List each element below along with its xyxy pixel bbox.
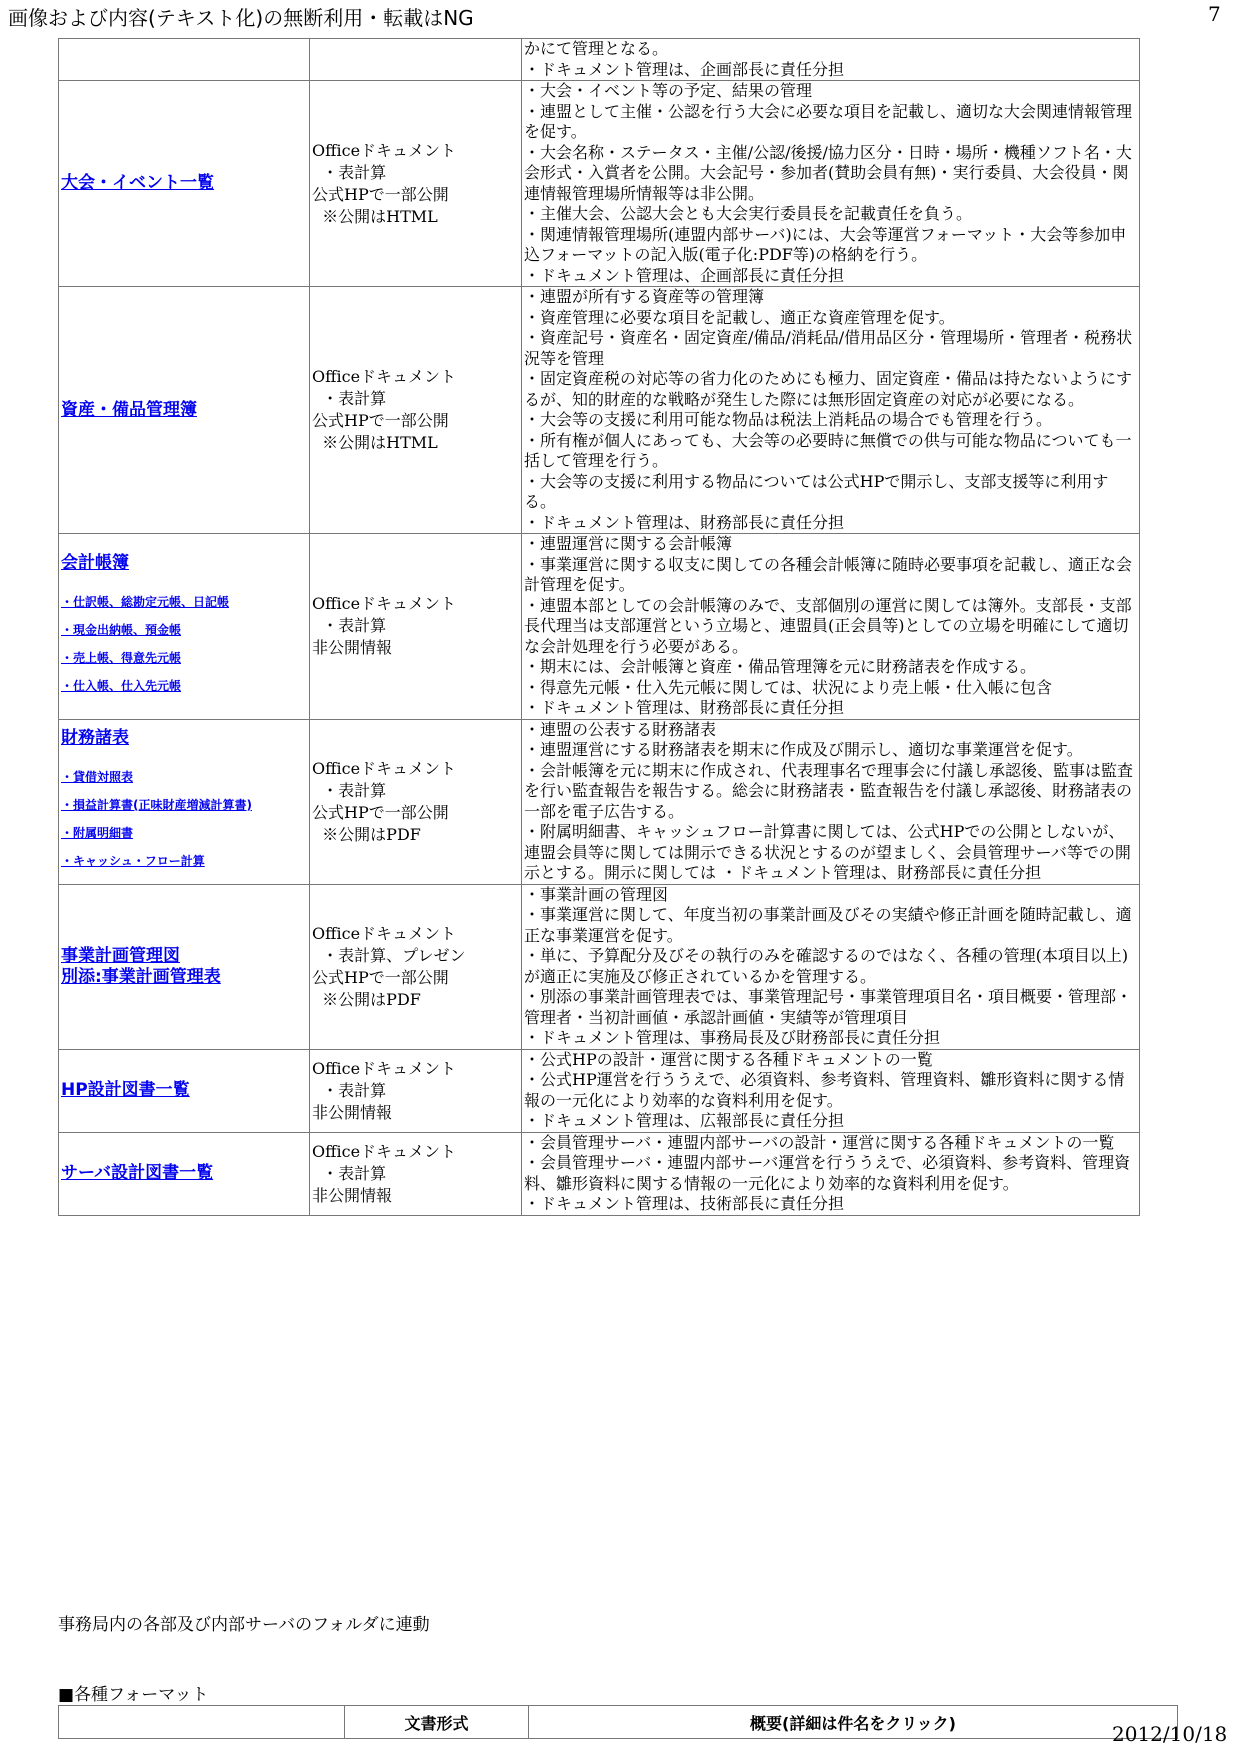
document-description-cell <box>522 719 1140 884</box>
format-line: Officeドキュメント <box>312 758 457 778</box>
format-line: ・表計算 <box>312 1163 387 1183</box>
description-line: ・大会名称・ステータス・主催/公認/後援/協力区分・日時・場所・機種ソフト名・大会形式・入賞者を公開。大会記号・参加者(賛助会員有無)・実行委員、大会役員・関連情報管理場所情報等は非公開。 <box>524 142 1132 203</box>
format-line: ・表計算 <box>312 616 387 636</box>
document-description-cell <box>522 534 1140 720</box>
sub-document-link[interactable]: ・損益計算書(正味財産増減計算書) <box>61 797 252 812</box>
format-line: Officeドキュメント <box>312 1058 457 1078</box>
format-line: 非公開情報 <box>312 638 393 658</box>
sub-document-link[interactable]: ・仕入帳、仕入先元帳 <box>61 678 182 693</box>
document-format-cell <box>310 81 522 287</box>
document-title-cell <box>59 39 310 81</box>
document-title-cell <box>59 287 310 534</box>
description-line: ・ドキュメント管理は、企画部長に責任分担 <box>524 59 845 79</box>
page-number: 7 <box>1208 2 1221 26</box>
format-line: ・表計算 <box>312 162 387 182</box>
document-title-link[interactable]: HP設計図書一覧 <box>61 1080 190 1101</box>
description-line: ・得意先元帳・仕入先元帳に関しては、状況により売上帳・仕入帳に包含 <box>524 677 1053 697</box>
document-title-cell <box>59 719 310 884</box>
document-title-link[interactable]: サーバ設計図書一覧 <box>61 1163 214 1184</box>
description-line: ・固定資産税の対応等の省力化のためにも極力、固定資産・備品は持たないようにするが、知的財産的な戦略が発生した際には無形固定資産の対応が必要になる。 <box>524 369 1133 409</box>
description-line: ・単に、予算配分及びその執行のみを確認するのではなく、各種の管理(本項目以上)が適正に実施及び修正されているかを管理する。 <box>524 946 1129 986</box>
description-line: ・所有権が個人にあっても、大会等の必要時に無償での供与可能な物品についても一括して管理を行う。 <box>524 430 1132 470</box>
document-format-cell <box>310 287 522 534</box>
document-title-cell <box>59 1049 310 1132</box>
document-format-cell <box>310 1049 522 1132</box>
format-line: ・表計算 <box>312 780 387 800</box>
description-line: ・連盟が所有する資産等の管理簿 <box>524 287 765 306</box>
document-title-link[interactable]: 事業計画管理図 <box>61 946 180 966</box>
description-line: ・事業計画の管理図 <box>524 884 669 904</box>
format-line: ・表計算、プレゼン <box>312 945 466 965</box>
table-row <box>59 287 1140 534</box>
format-header-col1 <box>59 1706 345 1739</box>
description-line: ・事業運営に関する収支に関しての各種会計帳簿に随時必要事項を記載し、適正な会計管理を促す。 <box>524 554 1133 594</box>
document-format-cell <box>310 534 522 720</box>
sub-document-link[interactable]: ・キャッシュ・フロー計算 <box>61 853 205 868</box>
description-line: ・ドキュメント管理は、広報部長に責任分担 <box>524 1111 845 1130</box>
format-header-col2: 文書形式 <box>345 1706 529 1739</box>
format-line: ※公開はPDF <box>312 989 421 1009</box>
format-line: Officeドキュメント <box>312 923 457 943</box>
table-row <box>59 534 1140 720</box>
document-description-cell <box>522 884 1140 1049</box>
document-management-table <box>58 38 1140 1216</box>
format-line: 非公開情報 <box>312 1102 393 1122</box>
table-footnote: 事務局内の各部及び内部サーバのフォルダに連動 <box>58 1615 430 1635</box>
page-header-notice: 画像および内容(テキスト化)の無断利用・転載はNG <box>8 6 474 30</box>
document-title-link[interactable]: 別添:事業計画管理表 <box>61 966 221 987</box>
format-line: 公式HPで一部公開 <box>312 802 449 822</box>
document-description-cell <box>522 39 1140 81</box>
document-description-cell <box>522 1049 1140 1132</box>
document-format-cell <box>310 719 522 884</box>
table-row <box>59 81 1140 287</box>
table-row <box>59 39 1140 81</box>
description-line: ・大会・イベント等の予定、結果の管理 <box>524 81 813 100</box>
format-line: 公式HPで一部公開 <box>312 184 449 204</box>
description-line: ・連盟として主催・公認を行う大会に必要な項目を記載し、適切な大会関連情報管理を促す。 <box>524 101 1133 141</box>
document-description-cell <box>522 81 1140 287</box>
description-line: ・連盟の公表する財務諸表 <box>524 719 717 739</box>
format-line: 非公開情報 <box>312 1185 393 1205</box>
table-row <box>59 719 1140 884</box>
description-line: ・連盟運営に関する会計帳簿 <box>524 534 733 553</box>
description-line: ・関連情報管理場所(連盟内部サーバ)には、大会等運営フォーマット・大会等参加申込フォーマットの記入版(電子化:PDF等)の格納を行う。 <box>524 224 1127 264</box>
format-line: 公式HPで一部公開 <box>312 967 449 987</box>
description-line: ・ドキュメント管理は、財務部長に責任分担 <box>524 698 845 717</box>
document-format-cell <box>310 884 522 1049</box>
sub-document-link[interactable]: ・売上帳、得意先元帳 <box>61 650 182 665</box>
description-line: ・会員管理サーバ・連盟内部サーバ運営を行ううえで、必須資料、参考資料、管理資料、雛形資料に関する情報の一元化により効率的な資料利用を促す。 <box>524 1153 1131 1193</box>
description-line: ・大会等の支援に利用する物品については公式HPで開示し、支部支援等に利用する。 <box>524 471 1109 511</box>
description-line: ・ドキュメント管理は、企画部長に責任分担 <box>524 265 845 285</box>
description-line: ・ドキュメント管理は、事務局長及び財務部長に責任分担 <box>524 1028 941 1047</box>
document-title-cell <box>59 884 310 1049</box>
description-line: ・期末には、会計帳簿と資産・備品管理簿を元に財務諸表を作成する。 <box>524 657 1037 676</box>
document-format-cell <box>310 1132 522 1215</box>
document-title-cell <box>59 1132 310 1215</box>
description-line: ・会計帳簿を元に期末に作成され、代表理事名で理事会に付議し承認後、監事は監査を行い監査報告を報告する。総会に財務諸表・監査報告を付議し承認後、財務諸表の一部を電子広告する。 <box>524 760 1133 821</box>
document-title-cell <box>59 81 310 287</box>
document-format-cell <box>310 39 522 81</box>
table-row <box>59 1049 1140 1132</box>
document-title-link[interactable]: 会計帳簿 <box>61 553 129 573</box>
format-line: 公式HPで一部公開 <box>312 411 449 430</box>
description-line: ・公式HPの設計・運営に関する各種ドキュメントの一覧 <box>524 1049 933 1069</box>
format-line: Officeドキュメント <box>312 1141 457 1161</box>
sub-document-link[interactable]: ・貸借対照表 <box>61 769 134 784</box>
format-line: Officeドキュメント <box>312 594 457 614</box>
format-line: ・表計算 <box>312 389 387 408</box>
description-line: ・事業運営に関して、年度当初の事業計画及びその実績や修正計画を随時記載し、適正な事業運営を促す。 <box>524 905 1132 945</box>
document-description-cell <box>522 287 1140 534</box>
format-line: ※公開はPDF <box>312 824 421 844</box>
description-line: ・附属明細書、キャッシュフロー計算書に関しては、公式HPでの公開としないが、連盟会員等に関しては開示できる状況とするのが望ましく、会員管理サーバ等での開示とする。開示に関しては ・ドキュメント管理は、財務部長に責任分担 <box>524 822 1131 882</box>
description-line: ・公式HP運営を行ううえで、必須資料、参考資料、管理資料、雛形資料に関する情報の一元化により効率的な資料利用を促す。 <box>524 1070 1125 1110</box>
document-title-link[interactable]: 大会・イベント一覧 <box>61 173 214 194</box>
description-line: ・ドキュメント管理は、技術部長に責任分担 <box>524 1194 845 1213</box>
format-line: ※公開はHTML <box>312 206 438 226</box>
document-title-cell <box>59 534 310 720</box>
document-description-cell <box>522 1132 1140 1215</box>
description-line: ・ドキュメント管理は、財務部長に責任分担 <box>524 512 845 532</box>
description-line: ・大会等の支援に利用可能な物品は税法上消耗品の場合でも管理を行う。 <box>524 410 1053 429</box>
description-line: ・資産管理に必要な項目を記載し、適正な資産管理を促す。 <box>524 307 955 327</box>
format-header-col3: 概要(詳細は件名をクリック) <box>529 1706 1178 1739</box>
document-title-link[interactable]: 財務諸表 <box>61 728 129 749</box>
description-line: ・資産記号・資産名・固定資産/備品/消耗品/借用品区分・管理場所・管理者・税務状況等を管理 <box>524 328 1133 368</box>
footer-date: 2012/10/18 <box>1112 1722 1228 1746</box>
format-line: ・表計算 <box>312 1080 387 1100</box>
format-line: ※公開はHTML <box>312 433 438 452</box>
sub-document-link[interactable]: ・附属明細書 <box>61 825 134 840</box>
table-row <box>59 884 1140 1049</box>
sub-document-link[interactable]: ・仕訳帳、総勘定元帳、日記帳 <box>61 594 230 609</box>
description-line: ・別添の事業計画管理表では、事業管理記号・事業管理項目名・項目概要・管理部・管理者・当初計画値・承認計画値・実績等が管理項目 <box>524 987 1133 1027</box>
format-line: Officeドキュメント <box>312 140 457 160</box>
section-title: ■各種フォーマット <box>58 1685 209 1705</box>
description-line: ・連盟運営にする財務諸表を期末に作成及び開示し、適切な事業運営を促す。 <box>524 740 1083 759</box>
description-line: ・会員管理サーバ・連盟内部サーバの設計・運営に関する各種ドキュメントの一覧 <box>524 1132 1115 1152</box>
sub-document-link[interactable]: ・現金出納帳、預金帳 <box>61 622 182 637</box>
description-line: ・主催大会、公認大会とも大会実行委員長を記載責任を負う。 <box>524 204 973 223</box>
table-row <box>59 1132 1140 1215</box>
format-table-header <box>58 1705 1178 1739</box>
document-title-link[interactable]: 資産・備品管理簿 <box>61 399 197 420</box>
description-line: かにて管理となる。 <box>524 39 669 58</box>
description-line: ・連盟本部としての会計帳簿のみで、支部個別の運営に関しては簿外。支部長・支部長代理当は支部運営という立場と、連盟員(正会員等)としての立場を明確にして適切な会計処理を行う必要がある。 <box>524 595 1132 656</box>
format-line: Officeドキュメント <box>312 367 457 386</box>
